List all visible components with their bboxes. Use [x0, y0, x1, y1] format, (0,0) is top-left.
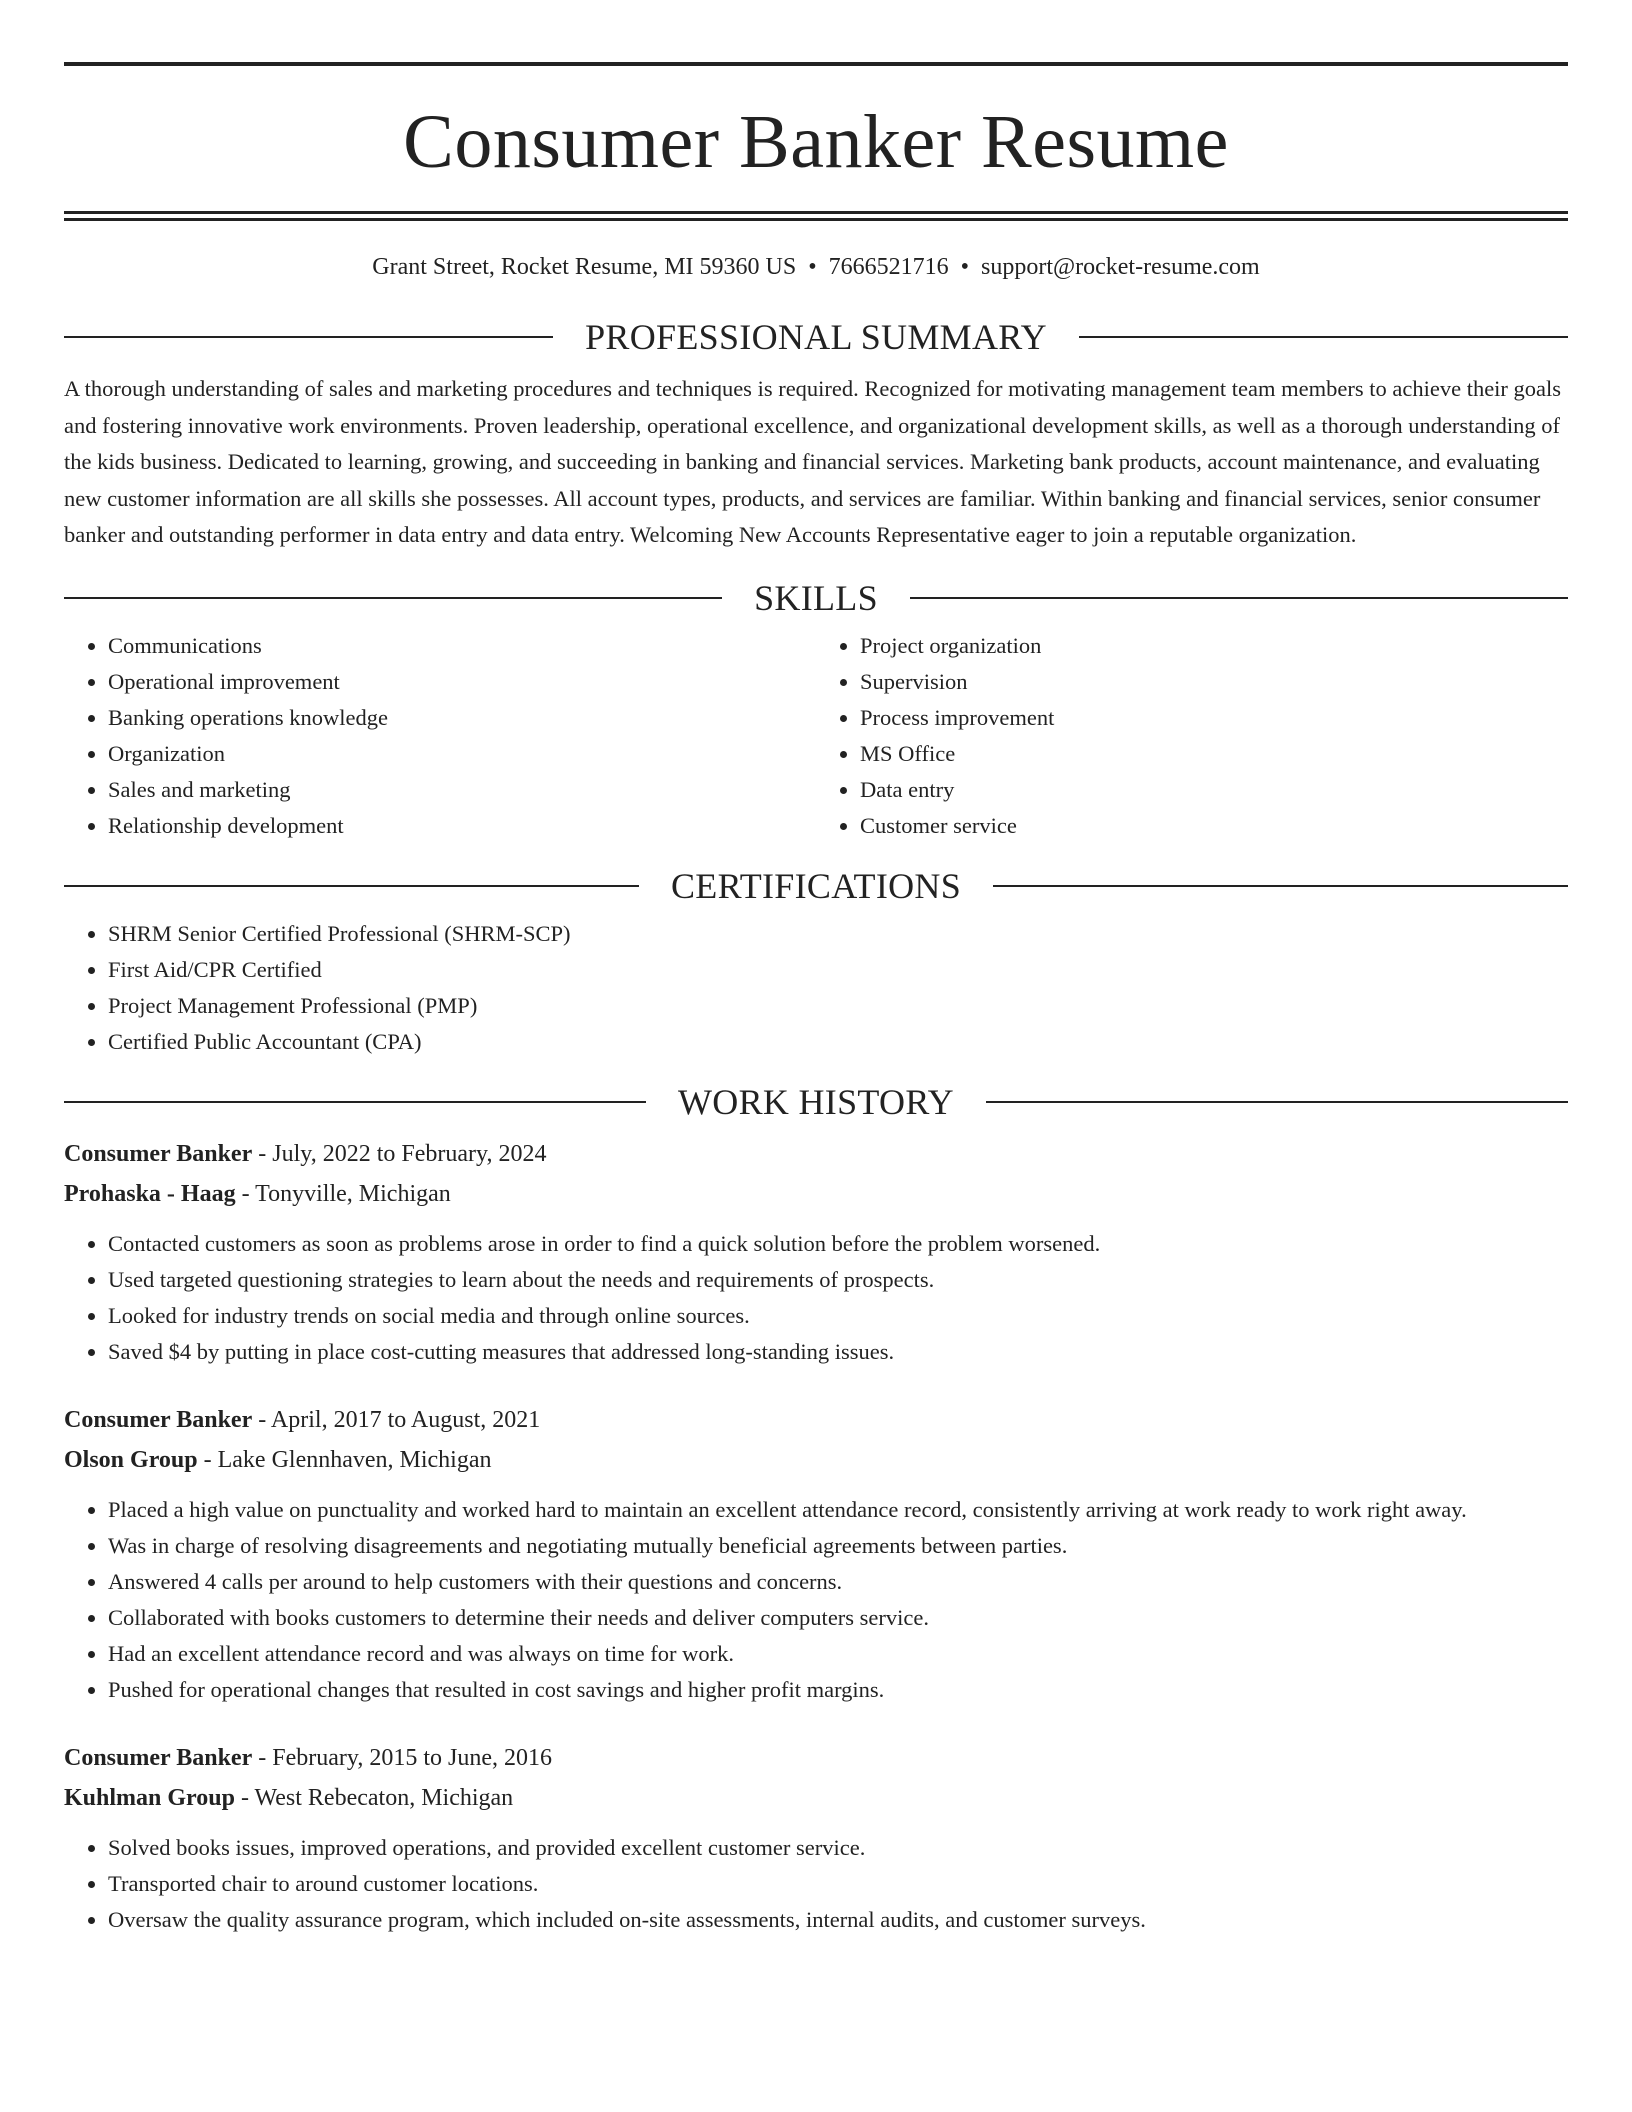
skills-column-left	[64, 628, 816, 844]
job-bullets	[64, 1492, 1568, 1708]
skill-item: • Process improvement	[860, 700, 1568, 736]
skill-item: • Relationship development	[108, 808, 816, 844]
job-company: Prohaska - Haag	[64, 1180, 236, 1207]
job-bullet: • Used targeted questioning strategies to learn about the needs and requirements of prospects.	[108, 1262, 1568, 1298]
job-bullet: • Looked for industry trends on social media and through online sources.	[108, 1298, 1568, 1334]
skills-column-right	[816, 628, 1568, 844]
job-title-line	[64, 1134, 1568, 1174]
job-bullet: • Had an excellent attendance record and was always on time for work.	[108, 1636, 1568, 1672]
job-bullets	[64, 1226, 1568, 1370]
contact-address: Grant Street, Rocket Resume, MI 59360 US	[372, 254, 797, 280]
job-title-line	[64, 1738, 1568, 1778]
contact-separator: •	[808, 254, 817, 280]
job-bullet: • Answered 4 calls per around to help customers with their questions and concerns.	[108, 1564, 1568, 1600]
job-entry	[64, 1400, 1568, 1708]
heading-rule-right	[910, 597, 1568, 599]
summary-text: A thorough understanding of sales and marketing procedures and techniques is required. Recognized for motivating management team members to achieve their goals and fostering innovative work environments. Proven leadership, operational excellence, and organizational development skills, as well as a thorough understanding of the kids business. Dedicated to learning, growing, and succeeding in banking and financial services. Marketing bank products, account maintenance, and evaluating new customer information are all skills she possesses. All account types, products, and services are familiar. Within banking and financial services, senior consumer banker and outstanding performer in data entry and data entry. Welcoming New Accounts Representative eager to join a reputable organization.	[64, 376, 1562, 547]
certification-item: • First Aid/CPR Certified	[108, 952, 1568, 988]
job-dates: - July, 2022 to February, 2024	[252, 1140, 547, 1167]
contact-line	[64, 255, 1568, 279]
certifications-heading	[64, 865, 1568, 906]
job-company-line	[64, 1778, 1568, 1818]
job-bullet: • Collaborated with books customers to determine their needs and deliver computers service.	[108, 1600, 1568, 1636]
job-dates: - February, 2015 to June, 2016	[252, 1744, 552, 1771]
job-location: - Tonyville, Michigan	[235, 1180, 451, 1207]
certifications-list	[64, 916, 1568, 1060]
job-location: - Lake Glennhaven, Michigan	[197, 1446, 492, 1473]
job-bullets	[64, 1830, 1568, 1938]
skills-heading	[64, 577, 1568, 618]
summary-heading-label: PROFESSIONAL SUMMARY	[585, 317, 1047, 357]
summary-heading	[64, 319, 1568, 355]
heading-rule-right	[1079, 336, 1568, 338]
job-bullet: • Solved books issues, improved operations, and provided excellent customer service.	[108, 1830, 1568, 1866]
skill-item: • Sales and marketing	[108, 772, 816, 808]
job-company: Kuhlman Group	[64, 1784, 235, 1811]
job-bullet: • Saved $4 by putting in place cost-cutting measures that addressed long-standing issues.	[108, 1334, 1568, 1370]
job-company: Olson Group	[64, 1446, 198, 1473]
skill-item: • Banking operations knowledge	[108, 700, 816, 736]
contact-separator: •	[960, 254, 970, 280]
job-entry	[64, 1738, 1568, 1938]
job-title: Consumer Banker	[64, 1744, 253, 1771]
work-history-heading-label: WORK HISTORY	[678, 1081, 954, 1122]
skill-item: • Data entry	[860, 772, 1568, 808]
skill-item: • Supervision	[860, 664, 1568, 700]
job-bullet: • Oversaw the quality assurance program, which included on-site assessments, internal audits, and customer surveys.	[108, 1902, 1568, 1938]
skills-list	[64, 628, 1568, 844]
top-rule	[64, 62, 1568, 66]
resume-title: Consumer Banker Resume	[403, 100, 1229, 184]
certification-item: • Project Management Professional (PMP)	[108, 988, 1568, 1024]
job-location: - West Rebecaton, Michigan	[234, 1784, 514, 1811]
skill-item: • Organization	[108, 736, 816, 772]
job-bullet: • Pushed for operational changes that resulted in cost savings and higher profit margins.	[108, 1672, 1568, 1708]
heading-rule-left	[64, 336, 553, 338]
job-company-line	[64, 1440, 1568, 1480]
job-company-line	[64, 1174, 1568, 1214]
job-dates: - April, 2017 to August, 2021	[252, 1406, 541, 1433]
title-double-rule	[64, 211, 1568, 221]
job-entry	[64, 1134, 1568, 1370]
heading-rule-left	[64, 597, 722, 599]
certification-item: • Certified Public Accountant (CPA)	[108, 1024, 1568, 1060]
contact-phone: 7666521716	[828, 254, 949, 280]
job-bullet: • Was in charge of resolving disagreements and negotiating mutually beneficial agreements between parties.	[108, 1528, 1568, 1564]
skill-item: • MS Office	[860, 736, 1568, 772]
certification-item: • SHRM Senior Certified Professional (SHRM-SCP)	[108, 916, 1568, 952]
job-bullet: • Transported chair to around customer locations.	[108, 1866, 1568, 1902]
heading-rule-left	[64, 885, 639, 887]
job-bullet: • Placed a high value on punctuality and worked hard to maintain an excellent attendance record, consistently arriving at work ready to work right away.	[108, 1492, 1568, 1528]
skills-heading-label: SKILLS	[754, 577, 878, 618]
heading-rule-right	[993, 885, 1568, 887]
contact-email: support@rocket-resume.com	[981, 254, 1260, 280]
skill-item: • Operational improvement	[108, 664, 816, 700]
job-title: Consumer Banker	[64, 1406, 253, 1433]
job-title: Consumer Banker	[64, 1140, 253, 1167]
certifications-heading-label: CERTIFICATIONS	[670, 865, 962, 906]
work-history-heading	[64, 1081, 1568, 1122]
heading-rule-right	[986, 1101, 1568, 1103]
heading-rule-left	[64, 1101, 646, 1103]
skill-item: • Communications	[108, 628, 816, 664]
skill-item: • Customer service	[860, 808, 1568, 844]
skill-item: • Project organization	[860, 628, 1568, 664]
job-title-line	[64, 1400, 1568, 1440]
job-bullet: • Contacted customers as soon as problems arose in order to find a quick solution before the problem worsened.	[108, 1226, 1568, 1262]
